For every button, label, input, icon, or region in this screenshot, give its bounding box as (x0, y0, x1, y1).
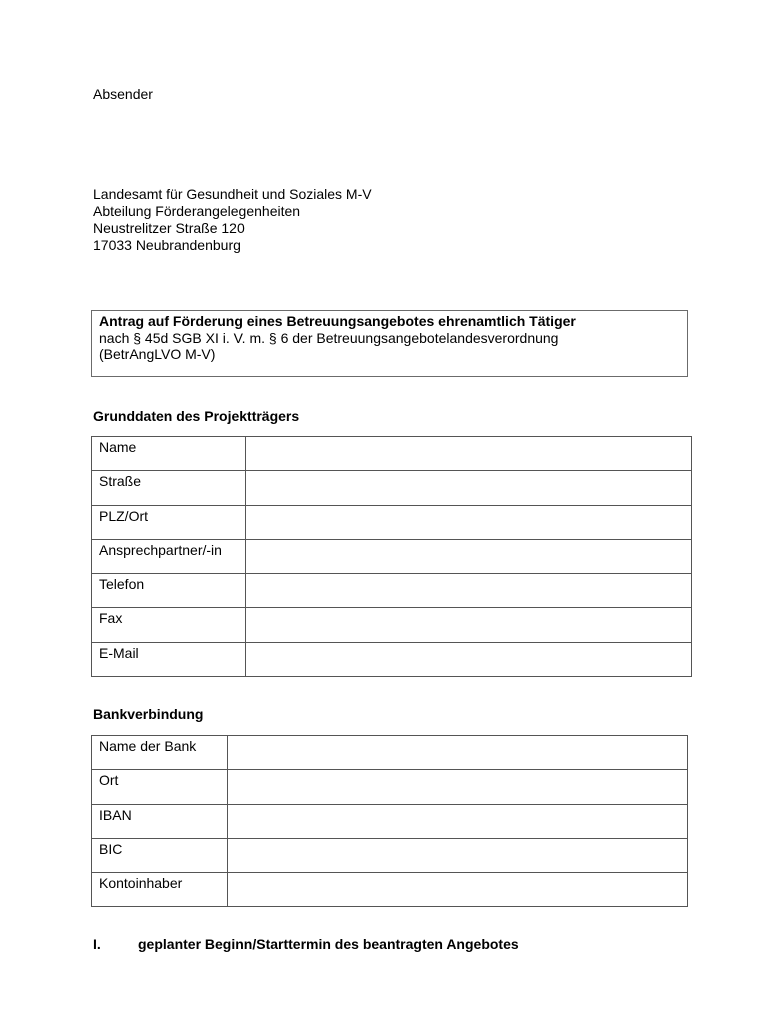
table-row (92, 574, 692, 608)
recipient-line-authority: Landesamt für Gesundheit und Soziales M-V (93, 186, 372, 202)
table-row (92, 736, 688, 770)
recipient-line-street: Neustrelitzer Straße 120 (93, 220, 245, 236)
field-label-phone: Telefon (92, 574, 246, 608)
field-label-street: Straße (92, 471, 246, 505)
request-legal-basis: nach § 45d SGB XI i. V. m. § 6 der Betreuungsangebotelandesverordnung (99, 329, 559, 346)
table-row (92, 642, 692, 676)
contact-person-field[interactable] (246, 539, 692, 573)
field-label-account-holder: Kontoinhaber (92, 873, 228, 907)
field-label-contact-person: Ansprechpartner/-in (92, 539, 246, 573)
phone-field[interactable] (246, 574, 692, 608)
table-row (92, 838, 688, 872)
bank-city-field[interactable] (228, 770, 688, 804)
bank-table (91, 735, 688, 907)
recipient-line-city: 17033 Neubrandenburg (93, 237, 241, 253)
iban-field[interactable] (228, 804, 688, 838)
field-label-iban: IBAN (92, 804, 228, 838)
field-label-zip-city: PLZ/Ort (92, 505, 246, 539)
recipient-address (93, 186, 372, 254)
bank-name-field[interactable] (228, 736, 688, 770)
street-field[interactable] (246, 471, 692, 505)
grunddaten-heading: Grunddaten des Projektträgers (93, 408, 300, 424)
table-row (92, 804, 688, 838)
account-holder-field[interactable] (228, 873, 688, 907)
section-number: I. (93, 936, 101, 952)
section-title: geplanter Beginn/Starttermin des beantragten Angebotes (138, 936, 519, 952)
bank-heading: Bankverbindung (93, 706, 204, 722)
field-label-bank-name: Name der Bank (92, 736, 228, 770)
fax-field[interactable] (246, 608, 692, 642)
recipient-line-department: Abteilung Förderangelegenheiten (93, 203, 301, 219)
zip-city-field[interactable] (246, 505, 692, 539)
bic-field[interactable] (228, 838, 688, 872)
field-label-bank-city: Ort (92, 770, 228, 804)
section-one-heading (93, 936, 519, 953)
grunddaten-table (91, 436, 692, 677)
table-row (92, 471, 692, 505)
email-field[interactable] (246, 642, 692, 676)
field-label-fax: Fax (92, 608, 246, 642)
request-title-box (91, 310, 688, 377)
table-row (92, 437, 692, 471)
table-row (92, 505, 692, 539)
table-row (92, 770, 688, 804)
table-row (92, 608, 692, 642)
name-field[interactable] (246, 437, 692, 471)
request-legal-abbreviation: (BetrAngLVO M-V) (99, 346, 216, 362)
sender-label: Absender (93, 86, 153, 102)
field-label-name: Name (92, 437, 246, 471)
request-title: Antrag auf Förderung eines Betreuungsangebotes ehrenamtlich Tätiger (99, 313, 576, 329)
field-label-email: E-Mail (92, 642, 246, 676)
table-row (92, 539, 692, 573)
table-row (92, 873, 688, 907)
field-label-bic: BIC (92, 838, 228, 872)
